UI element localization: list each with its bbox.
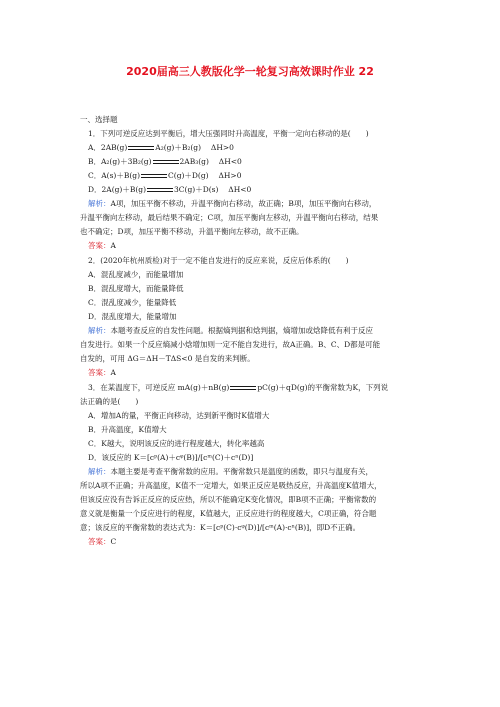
q1-option-b-left: B．A₂(g)＋3B₂(g) (88, 157, 152, 166)
q2-stem: 2．(2020年杭州质检)对于一定不能自发进行的反应来说，反应后体系的( ) (88, 256, 349, 265)
q2-explanation-line-2: 自发进行。如果一个反应熵减小焓增加则一定不能自发进行，故A正确。B、C、D都是可能 (80, 340, 381, 349)
q1-explanation-line-1 (88, 199, 438, 209)
equilibrium-arrow-icon (141, 173, 167, 179)
q3-explanation-label: 解析： (88, 467, 111, 476)
q3-explanation-line-2: 所以A项不正确；升高温度，K值不一定增大，如果正反应是吸热反应，升高温度K值增大， (80, 481, 382, 490)
q1-explanation-line-3: 也不确定；D项，加压平衡不移动，升温平衡向左移动，故不正确。 (80, 227, 304, 236)
q2-answer-value: A (110, 368, 116, 377)
q1-option-a (88, 143, 438, 153)
equilibrium-arrow-icon (153, 159, 179, 165)
q3-explanation-line-4: 意义就是衡量一个反应进行的程度，K值越大，正反应进行的程度越大，C项正确，符合题 (80, 509, 377, 518)
q1-option-a-left: A．2AB(g) (88, 143, 128, 152)
q1-option-c-left: C．A(s)＋B(g) (88, 171, 141, 180)
q3-stem-line-1 (88, 383, 438, 393)
q3-option-c: C．K越大，说明该反应的进行程度越大，转化率越高 (88, 439, 265, 448)
q1-option-b-right: 2AB₃(g) ΔH<0 (179, 157, 242, 166)
q3-stem-left: 3．在某温度下，可逆反应 mA(g)＋nB(g) (88, 383, 230, 392)
q1-option-d (88, 185, 438, 195)
q1-option-b (88, 157, 438, 167)
q2-answer (88, 368, 438, 378)
equilibrium-arrow-icon (147, 187, 173, 193)
q2-answer-label: 答案： (88, 368, 111, 377)
q3-explanation-line-3: 但该反应没有告诉正反应的反应热，所以不能确定K变化情况，即B项不正确；平衡常数的 (80, 495, 377, 504)
equilibrium-arrow-icon (128, 145, 154, 151)
q3-stem-line-2: 法正确的是( ) (80, 397, 139, 406)
section-heading: 一、选择题 (80, 115, 118, 124)
q3-option-d: D．该反应的 K＝[cᵖ(A)＋cᵠ(B)]/[cᵐ(C)＋cⁿ(D)] (88, 453, 254, 462)
q1-option-a-right: A₂(g)＋B₂(g) ΔH>0 (155, 143, 234, 152)
q1-explanation-line-2: 升温平衡向左移动，最后结果不确定；C项，加压平衡向左移动，升温平衡向右移动，结果 (80, 213, 379, 222)
q3-answer-label: 答案： (88, 537, 111, 546)
q2-explanation-line-3: 自发的，可用 ΔG＝ΔH－TΔS<0 是自发的来判断。 (80, 354, 255, 363)
q1-stem: 1．下列可逆反应达到平衡后，增大压强同时升高温度，平衡一定向右移动的是( ) (88, 129, 369, 138)
q3-explanation-line-1 (88, 467, 438, 477)
q2-option-d: D．混乱度增大，能量增加 (88, 312, 177, 321)
page-title: 2020届高三人教版化学一轮复习高效课时作业 22 (126, 65, 374, 78)
q1-option-d-right: 3C(g)＋D(s) ΔH<0 (174, 185, 252, 194)
q3-answer-value: C (110, 537, 117, 546)
q1-answer (88, 241, 438, 251)
q3-explanation-line-5: 意；该反应的平衡常数的表达式为：K＝[cᵖ(C)·cᵠ(D)]/[cᵐ(A)·cⁿ(B)]，即D不正确。 (80, 523, 361, 532)
q2-option-b: B．混乱度增大，而能量降低 (88, 284, 184, 293)
q1-option-c-right: C(g)＋D(g) ΔH>0 (168, 171, 242, 180)
q1-answer-value: A (110, 241, 116, 250)
q3-stem-right: pC(g)＋qD(g)的平衡常数为K，下列说 (257, 383, 389, 392)
q2-explanation-line-1 (88, 326, 438, 336)
q2-explanation-label: 解析： (88, 326, 111, 335)
q1-explanation-text-1: A项，加压平衡不移动，升温平衡向右移动，故正确；B项，加压平衡向右移动， (110, 199, 377, 208)
equilibrium-arrow-icon (230, 385, 256, 391)
q3-answer (88, 537, 438, 547)
q3-option-b: B．升高温度，K值增大 (88, 425, 167, 434)
q2-option-c: C．混乱度减少，能量降低 (88, 298, 177, 307)
q1-option-d-left: D．2A(g)＋B(g) (88, 185, 147, 194)
q1-option-c (88, 171, 438, 181)
q1-explanation-label: 解析： (88, 199, 111, 208)
q2-explanation-text-1: 本题考查反应的自发性问题。根据熵判据和焓判据，熵增加或焓降低有利于反应 (110, 326, 373, 335)
q3-option-a: A．增加A的量，平衡正向移动，达到新平衡时K值增大 (88, 411, 270, 420)
q3-explanation-text-1: 本题主要是考查平衡常数的应用。平衡常数只是温度的函数，即只与温度有关， (110, 467, 373, 476)
q1-answer-label: 答案： (88, 241, 111, 250)
q2-option-a: A．混乱度减少，而能量增加 (88, 270, 184, 279)
